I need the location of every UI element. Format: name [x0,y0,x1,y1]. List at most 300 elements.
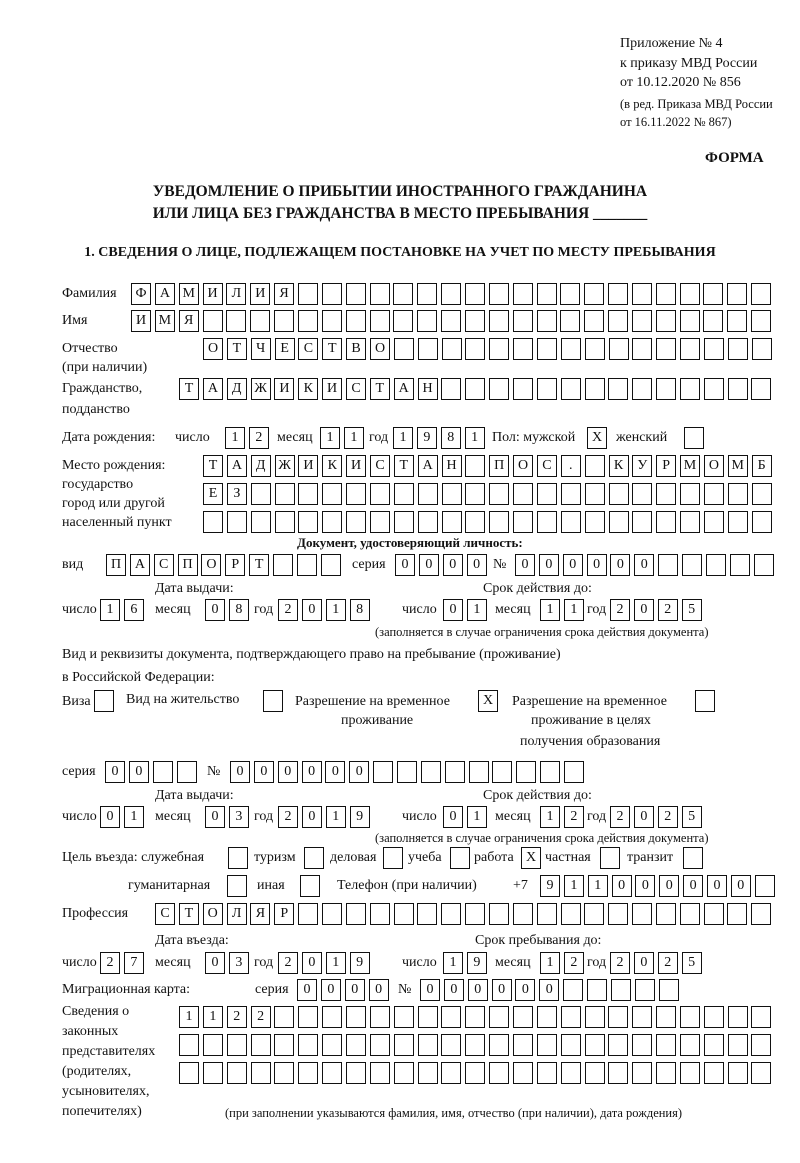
char-box[interactable]: О [201,554,221,576]
char-box[interactable] [561,903,581,925]
char-box[interactable] [727,903,747,925]
char-box[interactable] [203,1062,223,1084]
char-box[interactable] [608,378,628,400]
char-box[interactable] [417,310,437,332]
char-box[interactable]: Я [179,310,199,332]
char-box[interactable]: 0 [278,761,298,783]
char-box[interactable] [611,979,631,1001]
char-box[interactable] [585,1034,605,1056]
char-box[interactable] [537,1062,557,1084]
char-box[interactable] [658,554,678,576]
char-box[interactable] [728,338,748,360]
char-box[interactable] [585,1062,605,1084]
char-box[interactable] [370,483,390,505]
char-box[interactable] [632,1006,652,1028]
char-box[interactable] [418,338,438,360]
char-box[interactable] [346,1034,366,1056]
char-box[interactable] [275,511,295,533]
char-box[interactable] [609,483,629,505]
char-box[interactable] [600,847,620,869]
char-box[interactable]: А [130,554,150,576]
char-box[interactable] [417,283,437,305]
char-box[interactable]: 2 [658,599,678,621]
char-box[interactable] [179,1062,199,1084]
char-box[interactable]: 0 [468,979,488,1001]
char-box[interactable] [397,761,417,783]
char-box[interactable] [608,1062,628,1084]
char-box[interactable]: Ч [251,338,271,360]
char-box[interactable] [585,455,605,477]
char-box[interactable]: 0 [634,806,654,828]
char-box[interactable] [704,1062,724,1084]
char-box[interactable] [704,1006,724,1028]
char-box[interactable]: Л [226,283,246,305]
char-box[interactable]: 0 [321,979,341,1001]
char-box[interactable]: 0 [731,875,751,897]
char-box[interactable] [274,1062,294,1084]
char-box[interactable]: С [346,378,366,400]
char-box[interactable] [656,511,676,533]
char-box[interactable] [704,1034,724,1056]
char-box[interactable] [450,847,470,869]
char-box[interactable] [370,1062,390,1084]
char-box[interactable]: X [521,847,541,869]
char-box[interactable] [584,310,604,332]
char-box[interactable] [465,1006,485,1028]
char-box[interactable] [322,1034,342,1056]
char-box[interactable]: Р [656,455,676,477]
char-box[interactable]: И [346,455,366,477]
char-box[interactable] [441,378,461,400]
char-box[interactable]: И [298,455,318,477]
char-box[interactable] [585,483,605,505]
char-box[interactable]: 0 [230,761,250,783]
char-box[interactable] [680,483,700,505]
char-box[interactable]: Т [227,338,247,360]
char-box[interactable] [442,338,462,360]
char-box[interactable] [251,483,271,505]
char-box[interactable]: 9 [350,952,370,974]
char-box[interactable] [489,1062,509,1084]
char-box[interactable] [177,761,197,783]
char-box[interactable] [703,310,723,332]
char-box[interactable] [682,554,702,576]
char-box[interactable] [275,483,295,505]
char-box[interactable] [632,310,652,332]
char-box[interactable]: 0 [345,979,365,1001]
char-box[interactable] [730,554,750,576]
char-box[interactable] [226,310,246,332]
char-box[interactable] [561,1006,581,1028]
char-box[interactable] [513,378,533,400]
char-box[interactable] [489,1006,509,1028]
char-box[interactable]: Ж [251,378,271,400]
char-box[interactable] [608,903,628,925]
char-box[interactable]: 0 [444,979,464,1001]
char-box[interactable] [537,903,557,925]
char-box[interactable] [516,761,536,783]
char-box[interactable] [441,1062,461,1084]
char-box[interactable] [680,310,700,332]
char-box[interactable]: 2 [658,952,678,974]
char-box[interactable]: 2 [251,1006,271,1028]
char-box[interactable]: 3 [229,952,249,974]
char-box[interactable] [465,483,485,505]
char-box[interactable] [656,283,676,305]
char-box[interactable]: Н [418,378,438,400]
char-box[interactable]: 0 [129,761,149,783]
char-box[interactable] [513,338,533,360]
char-box[interactable]: С [370,455,390,477]
char-box[interactable] [274,1034,294,1056]
char-box[interactable]: О [513,455,533,477]
char-box[interactable] [489,310,509,332]
char-box[interactable] [537,1034,557,1056]
char-box[interactable]: И [203,283,223,305]
char-box[interactable]: М [179,283,199,305]
char-box[interactable]: 0 [443,599,463,621]
char-box[interactable]: С [298,338,318,360]
char-box[interactable] [585,338,605,360]
char-box[interactable] [394,1006,414,1028]
char-box[interactable] [728,1034,748,1056]
char-box[interactable] [561,483,581,505]
char-box[interactable] [609,338,629,360]
char-box[interactable]: 0 [395,554,415,576]
char-box[interactable] [441,310,461,332]
char-box[interactable]: 0 [515,554,535,576]
char-box[interactable]: 0 [369,979,389,1001]
char-box[interactable] [704,378,724,400]
char-box[interactable]: А [227,455,247,477]
char-box[interactable] [273,554,293,576]
char-box[interactable] [632,1062,652,1084]
char-box[interactable] [513,903,533,925]
char-box[interactable] [322,483,342,505]
char-box[interactable] [680,511,700,533]
char-box[interactable] [513,483,533,505]
char-box[interactable]: 2 [564,952,584,974]
char-box[interactable]: М [680,455,700,477]
char-box[interactable]: 2 [564,806,584,828]
char-box[interactable] [203,1034,223,1056]
char-box[interactable] [322,903,342,925]
char-box[interactable]: 0 [443,806,463,828]
char-box[interactable] [421,761,441,783]
char-box[interactable] [370,1034,390,1056]
char-box[interactable] [537,378,557,400]
char-box[interactable]: 1 [326,806,346,828]
char-box[interactable] [513,283,533,305]
char-box[interactable] [393,283,413,305]
char-box[interactable] [251,511,271,533]
char-box[interactable] [656,378,676,400]
char-box[interactable]: 2 [278,952,298,974]
char-box[interactable] [680,1062,700,1084]
char-box[interactable] [227,511,247,533]
char-box[interactable] [656,1034,676,1056]
char-box[interactable] [153,761,173,783]
char-box[interactable] [561,1034,581,1056]
char-box[interactable]: 1 [540,952,560,974]
char-box[interactable] [561,1062,581,1084]
char-box[interactable]: 0 [634,599,654,621]
char-box[interactable] [94,690,114,712]
char-box[interactable]: 0 [683,875,703,897]
char-box[interactable]: 8 [441,427,461,449]
char-box[interactable] [585,511,605,533]
char-box[interactable]: 1 [564,875,584,897]
char-box[interactable]: 0 [302,761,322,783]
char-box[interactable] [513,1034,533,1056]
char-box[interactable] [394,903,414,925]
char-box[interactable] [417,903,437,925]
char-box[interactable] [465,1034,485,1056]
char-box[interactable]: А [155,283,175,305]
char-box[interactable] [298,283,318,305]
char-box[interactable] [752,338,772,360]
char-box[interactable] [394,338,414,360]
char-box[interactable]: 1 [344,427,364,449]
char-box[interactable]: 0 [205,599,225,621]
char-box[interactable] [632,338,652,360]
char-box[interactable] [298,511,318,533]
char-box[interactable] [632,483,652,505]
char-box[interactable]: П [106,554,126,576]
char-box[interactable] [584,283,604,305]
char-box[interactable] [704,338,724,360]
char-box[interactable] [706,554,726,576]
char-box[interactable] [587,979,607,1001]
char-box[interactable] [441,903,461,925]
char-box[interactable]: 7 [124,952,144,974]
char-box[interactable]: 5 [682,599,702,621]
char-box[interactable] [393,310,413,332]
char-box[interactable] [227,875,247,897]
char-box[interactable]: 0 [612,875,632,897]
char-box[interactable] [751,1062,771,1084]
char-box[interactable]: 1 [467,806,487,828]
char-box[interactable]: К [298,378,318,400]
char-box[interactable] [635,979,655,1001]
char-box[interactable]: 2 [278,806,298,828]
char-box[interactable] [489,511,509,533]
char-box[interactable]: 1 [326,952,346,974]
char-box[interactable] [465,511,485,533]
char-box[interactable]: 2 [610,599,630,621]
char-box[interactable]: О [203,903,223,925]
char-box[interactable]: С [537,455,557,477]
char-box[interactable]: 6 [124,599,144,621]
char-box[interactable] [298,1006,318,1028]
char-box[interactable]: М [155,310,175,332]
char-box[interactable] [274,1006,294,1028]
char-box[interactable] [684,427,704,449]
char-box[interactable] [608,1034,628,1056]
char-box[interactable] [322,310,342,332]
char-box[interactable] [537,310,557,332]
char-box[interactable] [680,903,700,925]
char-box[interactable]: Т [179,903,199,925]
char-box[interactable]: Е [203,483,223,505]
char-box[interactable] [346,283,366,305]
char-box[interactable] [322,283,342,305]
char-box[interactable]: Б [752,455,772,477]
char-box[interactable] [465,455,485,477]
char-box[interactable]: 1 [540,599,560,621]
char-box[interactable]: 0 [205,952,225,974]
char-box[interactable]: 9 [467,952,487,974]
char-box[interactable]: 1 [326,599,346,621]
char-box[interactable] [228,847,248,869]
char-box[interactable] [727,283,747,305]
char-box[interactable]: 0 [492,979,512,1001]
char-box[interactable]: У [632,455,652,477]
char-box[interactable] [489,903,509,925]
char-box[interactable] [703,283,723,305]
char-box[interactable] [203,511,223,533]
char-box[interactable] [513,310,533,332]
char-box[interactable] [489,283,509,305]
char-box[interactable]: Д [227,378,247,400]
char-box[interactable]: 1 [393,427,413,449]
char-box[interactable] [656,310,676,332]
char-box[interactable] [298,1062,318,1084]
char-box[interactable] [632,283,652,305]
char-box[interactable]: 0 [349,761,369,783]
char-box[interactable] [752,483,772,505]
char-box[interactable]: 1 [179,1006,199,1028]
char-box[interactable] [584,903,604,925]
char-box[interactable] [537,1006,557,1028]
char-box[interactable] [755,875,775,897]
char-box[interactable] [751,378,771,400]
char-box[interactable] [465,378,485,400]
char-box[interactable]: 1 [564,599,584,621]
char-box[interactable]: 2 [249,427,269,449]
char-box[interactable] [251,1062,271,1084]
char-box[interactable]: И [274,378,294,400]
char-box[interactable]: 1 [467,599,487,621]
char-box[interactable]: И [322,378,342,400]
char-box[interactable]: Т [322,338,342,360]
char-box[interactable] [728,511,748,533]
char-box[interactable]: Т [394,455,414,477]
char-box[interactable] [394,1062,414,1084]
char-box[interactable] [608,283,628,305]
char-box[interactable] [632,903,652,925]
char-box[interactable] [561,378,581,400]
char-box[interactable] [695,690,715,712]
char-box[interactable] [608,310,628,332]
char-box[interactable]: 0 [634,554,654,576]
char-box[interactable] [370,511,390,533]
char-box[interactable] [300,875,320,897]
char-box[interactable]: И [250,283,270,305]
char-box[interactable] [304,847,324,869]
char-box[interactable] [441,283,461,305]
char-box[interactable]: X [587,427,607,449]
char-box[interactable]: П [178,554,198,576]
char-box[interactable]: О [704,455,724,477]
char-box[interactable]: 2 [610,806,630,828]
char-box[interactable]: В [346,338,366,360]
char-box[interactable] [465,338,485,360]
char-box[interactable]: Ф [131,283,151,305]
char-box[interactable] [656,1006,676,1028]
char-box[interactable] [465,283,485,305]
char-box[interactable] [751,310,771,332]
char-box[interactable] [418,483,438,505]
char-box[interactable] [465,903,485,925]
char-box[interactable] [728,1006,748,1028]
char-box[interactable] [632,1034,652,1056]
char-box[interactable]: Р [274,903,294,925]
char-box[interactable] [445,761,465,783]
char-box[interactable]: 9 [417,427,437,449]
char-box[interactable]: Р [225,554,245,576]
char-box[interactable] [537,283,557,305]
char-box[interactable] [489,338,509,360]
char-box[interactable]: 0 [610,554,630,576]
char-box[interactable] [263,690,283,712]
char-box[interactable] [656,483,676,505]
char-box[interactable]: 0 [420,979,440,1001]
char-box[interactable] [418,1006,438,1028]
char-box[interactable]: 1 [100,599,120,621]
char-box[interactable]: 1 [443,952,463,974]
char-box[interactable]: Н [442,455,462,477]
char-box[interactable] [513,1062,533,1084]
char-box[interactable] [418,1062,438,1084]
char-box[interactable]: 8 [229,599,249,621]
char-box[interactable] [441,1034,461,1056]
char-box[interactable] [656,903,676,925]
char-box[interactable] [250,310,270,332]
char-box[interactable] [563,979,583,1001]
char-box[interactable]: М [728,455,748,477]
char-box[interactable] [322,1006,342,1028]
char-box[interactable] [561,338,581,360]
char-box[interactable] [704,903,724,925]
char-box[interactable] [442,483,462,505]
char-box[interactable]: 2 [658,806,678,828]
char-box[interactable] [680,1034,700,1056]
char-box[interactable]: Т [370,378,390,400]
char-box[interactable]: 1 [540,806,560,828]
char-box[interactable] [560,310,580,332]
char-box[interactable]: 0 [539,554,559,576]
char-box[interactable] [680,283,700,305]
char-box[interactable] [274,310,294,332]
char-box[interactable]: 1 [124,806,144,828]
char-box[interactable] [418,511,438,533]
char-box[interactable] [346,1062,366,1084]
char-box[interactable]: К [322,455,342,477]
char-box[interactable] [513,511,533,533]
char-box[interactable] [751,283,771,305]
char-box[interactable]: 1 [225,427,245,449]
char-box[interactable] [751,1034,771,1056]
char-box[interactable]: О [370,338,390,360]
char-box[interactable] [728,1062,748,1084]
char-box[interactable]: Т [249,554,269,576]
char-box[interactable] [322,1062,342,1084]
char-box[interactable] [394,511,414,533]
char-box[interactable]: 1 [320,427,340,449]
char-box[interactable] [383,847,403,869]
char-box[interactable] [585,1006,605,1028]
